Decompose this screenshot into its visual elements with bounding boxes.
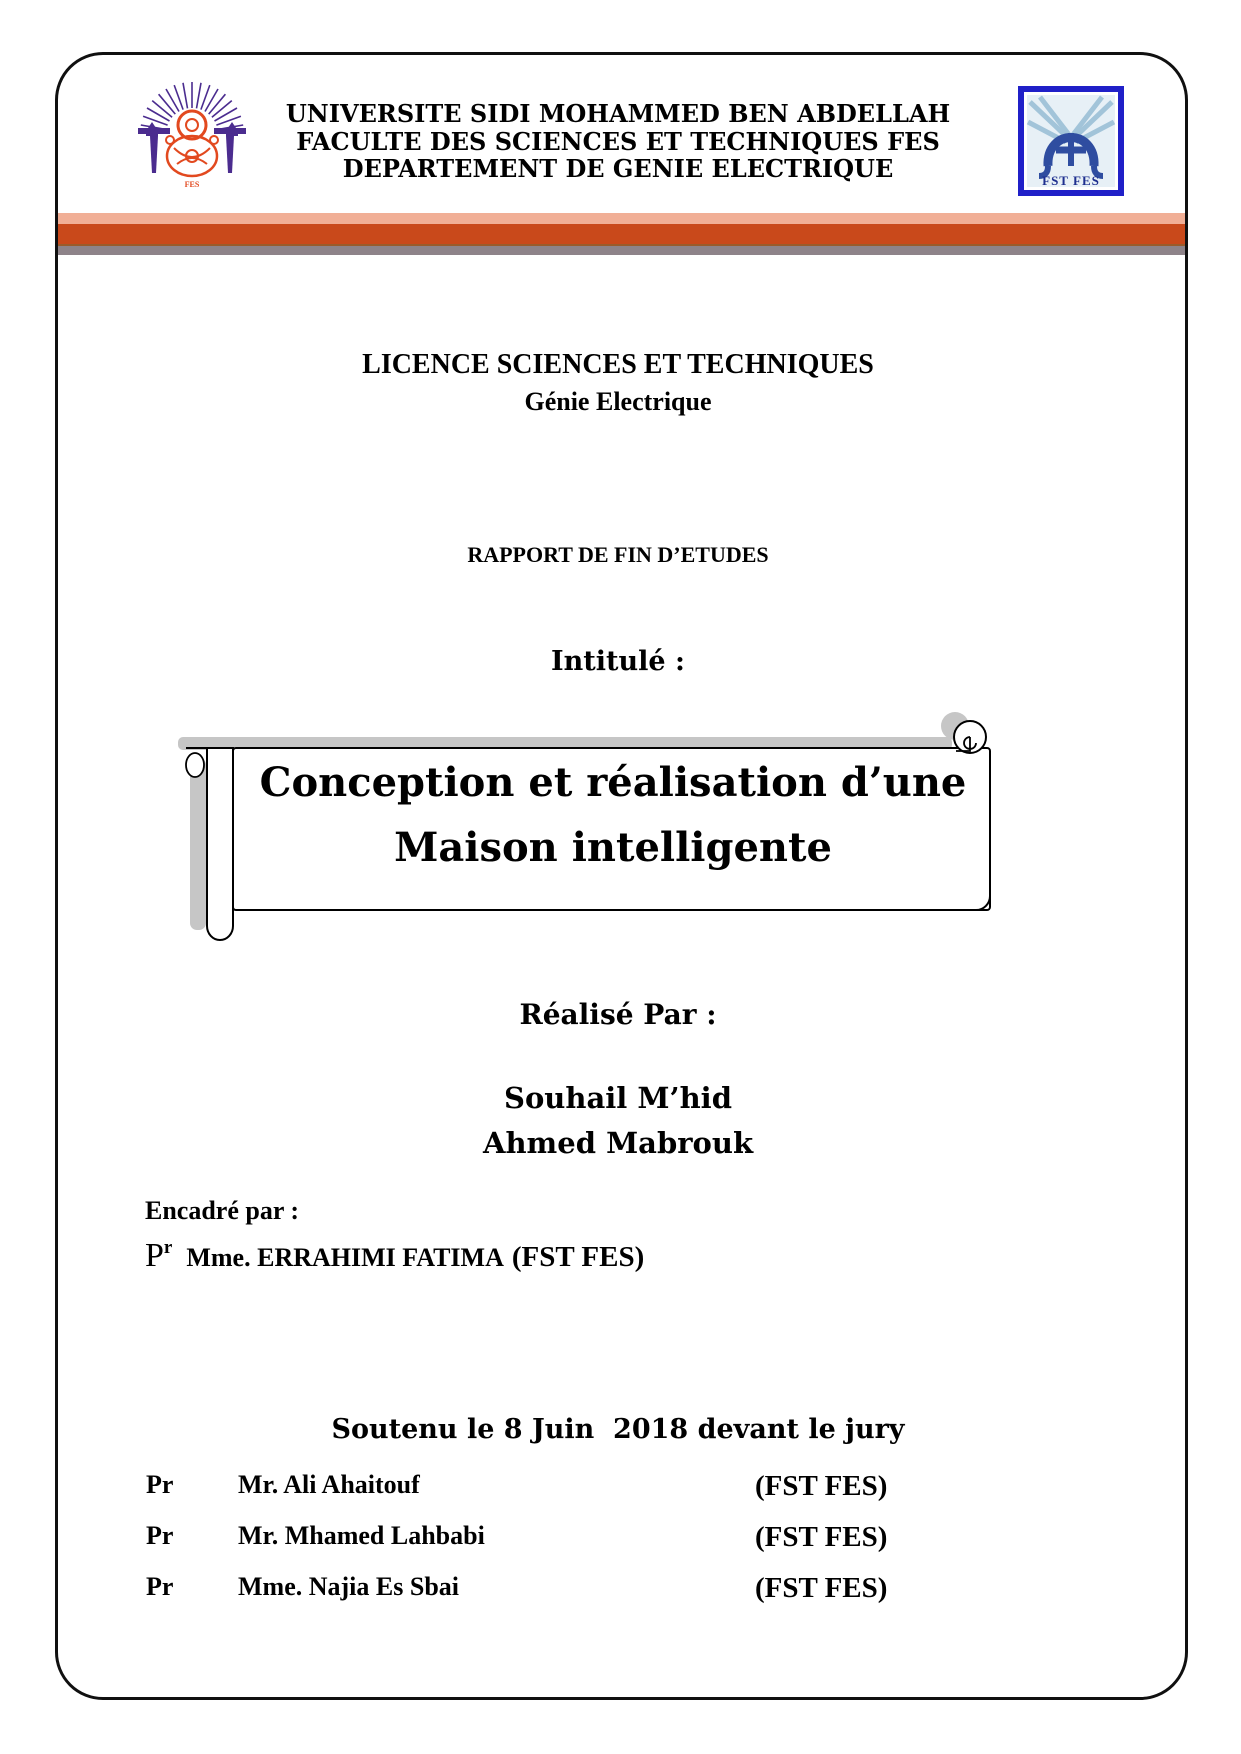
supervisor-title-letter: P xyxy=(145,1237,164,1274)
fst-fes-logo xyxy=(1018,86,1124,201)
intitule-label: Intitulé : xyxy=(551,646,685,677)
university-name: UNIVERSITE SIDI MOHAMMED BEN ABDELLAH xyxy=(285,99,951,128)
author-1: Souhail M’hid xyxy=(504,1081,732,1115)
title-scroll-banner xyxy=(170,700,1020,950)
jury-2-affiliation: (FST FES) xyxy=(755,1521,888,1553)
faculty-name: FACULTE DES SCIENCES ET TECHNIQUES FES xyxy=(296,126,940,156)
encadre-label: Encadré par : xyxy=(145,1196,300,1225)
jury-row-3 xyxy=(0,1572,1241,1606)
jury-3-title: Pr xyxy=(146,1572,174,1601)
department-name: DEPARTEMENT DE GENIE ELECTRIQUE xyxy=(342,154,894,183)
band-salmon xyxy=(58,213,1185,224)
report-title xyxy=(253,750,973,880)
jury-2-name: Mr. Mhamed Lahbabi xyxy=(238,1521,485,1550)
jury-row-1 xyxy=(0,1470,1241,1504)
university-header xyxy=(260,100,976,183)
supervisor-affiliation: (FST FES) xyxy=(511,1241,645,1273)
program-block xyxy=(162,346,1074,420)
supervisor-line xyxy=(145,1237,644,1283)
realise-label: Réalisé Par : xyxy=(519,998,717,1031)
program-title: LICENCE SCIENCES ET TECHNIQUES xyxy=(362,349,874,380)
band-orange xyxy=(58,224,1185,244)
usmba-emblem-icon xyxy=(132,78,252,193)
jury-3-name: Mme. Najia Es Sbai xyxy=(238,1572,459,1601)
author-2: Ahmed Mabrouk xyxy=(482,1126,754,1160)
report-title-line1: Conception et réalisation d’une xyxy=(259,759,967,806)
usmba-logo xyxy=(132,78,252,198)
jury-row-2 xyxy=(0,1521,1241,1555)
jury-1-affiliation: (FST FES) xyxy=(755,1470,888,1502)
supervisor-name: Mme. ERRAHIMI FATIMA xyxy=(186,1243,504,1272)
jury-1-name: Mr. Ali Ahaitouf xyxy=(238,1470,420,1499)
fst-fes-logo-label: FST FES xyxy=(1042,173,1100,188)
fst-fes-emblem-icon xyxy=(1018,86,1124,196)
defense-heading: Soutenu le 8 Juin 2018 devant le jury xyxy=(331,1414,905,1445)
jury-1-title: Pr xyxy=(146,1470,174,1499)
jury-3-affiliation: (FST FES) xyxy=(755,1572,888,1604)
svg-text:FES: FES xyxy=(184,180,200,189)
program-speciality: Génie Electrique xyxy=(524,387,712,416)
report-title-line2: Maison intelligente xyxy=(394,824,832,871)
report-type: RAPPORT DE FIN D’ETUDES xyxy=(467,542,769,567)
band-gray xyxy=(58,246,1185,255)
jury-2-title: Pr xyxy=(146,1521,174,1550)
authors-block xyxy=(162,1076,1074,1166)
supervisor-title-sup: r xyxy=(163,1237,173,1258)
